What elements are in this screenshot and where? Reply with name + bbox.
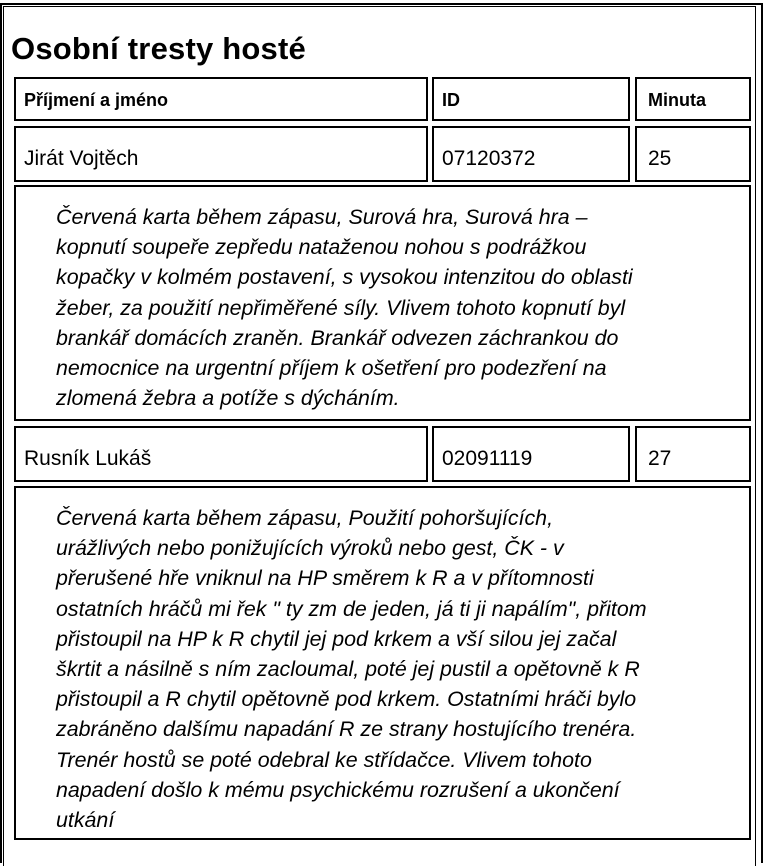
player-name: Jirát Vojtěch [24,147,139,170]
penalty-name-cell [14,126,428,182]
player-id: 02091119 [442,447,533,470]
page-title: Osobní tresty hosté [11,31,306,66]
player-id: 07120372 [442,147,536,170]
penalty-minute-cell [635,126,751,182]
penalty-minute: 27 [648,447,672,470]
column-header-name [14,77,428,121]
column-header-id [432,77,630,121]
penalty-description: Červená karta během zápasu, Použití pohoršujících, urážlivých nebo ponižujících výroků nebo gest, ČK - v přerušené hře vniknul na HP směrem k R a v přítomnosti ostatních hráčů mi řek " ty zm de jeden, já ti ji napálím", přitom přistoupil na HP k R chytil jej pod krkem a vší silou jej začal škrtit a násilně s ním zacloumal, poté jej pustil a opětovně k R přistoupil a R chytil opětovně pod krkem. Ostatními hráči bylo zabráněno dalšímu napadání R ze strany hostujícího trenéra. Trenér hostů se poté odebral ke střídačce. Vlivem tohoto napadení došlo k mému psychickému rozrušení a ukončení utkání [56,506,647,833]
column-header-id-label: ID [442,90,460,110]
penalty-id-cell [432,126,630,182]
penalty-description-box [14,486,751,840]
penalty-name-cell [14,426,428,482]
column-header-minute-label: Minuta [648,90,706,110]
column-header-minute [635,77,751,121]
penalty-id-cell [432,426,630,482]
column-header-name-label: Příjmení a jméno [24,90,169,110]
penalty-minute-cell [635,426,751,482]
player-name: Rusník Lukáš [24,447,152,470]
penalty-description: Červená karta během zápasu, Surová hra, Surová hra – kopnutí soupeře zepředu nataženou nohou s podrážkou kopačky v kolmém postavení, s vysokou intenzitou do oblasti žeber, za použití nepřiměřené síly. Vlivem tohoto kopnutí byl brankář domácích zraněn. Brankář odvezen záchrankou do nemocnice na urgentní příjem k ošetření pro podezření na zlomená žebra a potíže s dýcháním. [56,205,633,411]
penalty-minute: 25 [648,147,672,170]
penalty-description-box [14,185,751,421]
